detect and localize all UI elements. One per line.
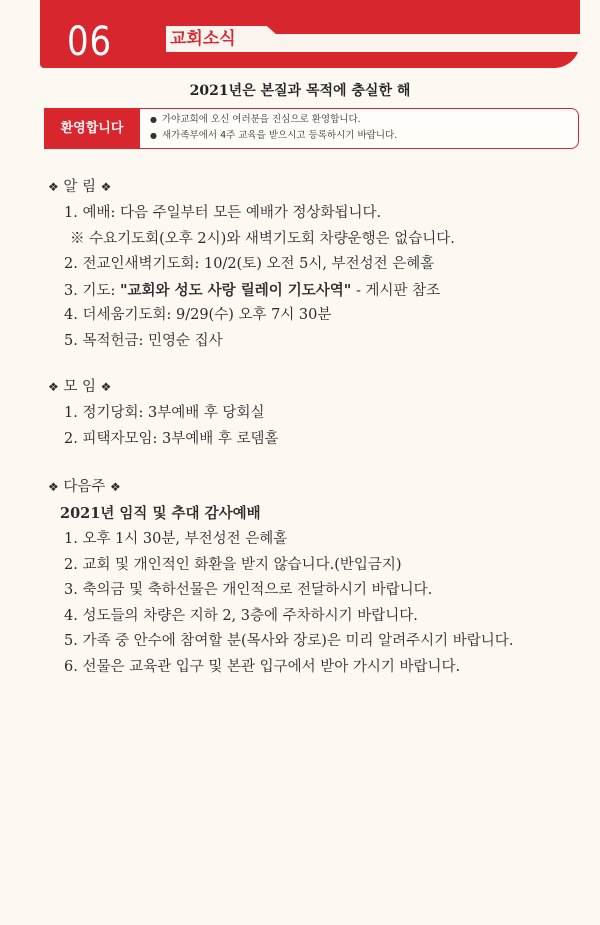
diamond-bullet-icon: ❖ xyxy=(48,380,59,394)
welcome-item: ● 가야교회에 오신 여러분을 진심으로 환영합니다. xyxy=(162,112,578,128)
next-week-item: 1. 오후 1시 30분, 부전성전 은혜홀 xyxy=(64,531,288,547)
welcome-banner xyxy=(44,108,582,149)
notices-heading xyxy=(48,174,593,201)
notice-item: 5. 목적헌금: 민영순 집사 xyxy=(64,332,223,349)
diamond-bullet-icon: ❖ xyxy=(110,480,121,494)
section-number: 06 xyxy=(67,19,112,65)
welcome-box xyxy=(140,108,579,149)
meetings-title: 모 임 xyxy=(63,379,96,395)
notice-item-prayer xyxy=(48,278,593,304)
diamond-bullet-icon: ❖ xyxy=(48,480,59,494)
notice-item: 1. 예배: 다음 주일부터 모든 예배가 정상화됩니다. xyxy=(64,205,382,221)
prayer-prefix: 3. 기도: xyxy=(64,282,120,299)
section-label: 교회소식 xyxy=(170,29,236,49)
section-tab-extension xyxy=(266,34,580,52)
next-week-item: 3. 축의금 및 축하선물은 개인적으로 전달하시기 바랍니다. xyxy=(64,582,433,598)
next-week-item: 4. 성도들의 차량은 지하 2, 3층에 주차하시기 바랍니다. xyxy=(64,607,418,624)
notices-title: 알 림 xyxy=(63,179,96,195)
next-week-subhead: 2021년 임직 및 추대 감사예배 xyxy=(60,505,261,522)
page-subtitle: 2021년은 본질과 목적에 충실한 해 xyxy=(189,83,411,99)
prayer-title: "교회와 성도 사랑 릴레이 기도사역" xyxy=(119,281,352,299)
diamond-bullet-icon: ❖ xyxy=(100,180,112,194)
next-week-item: 5. 가족 중 안수에 참여할 분(목사와 장로)은 미리 알려주시기 바랍니다. xyxy=(64,633,514,649)
next-week-title: 다음주 xyxy=(63,479,106,495)
diamond-bullet-icon: ❖ xyxy=(48,180,59,194)
welcome-list xyxy=(140,109,578,144)
diamond-bullet-icon: ❖ xyxy=(100,380,112,394)
meetings-heading xyxy=(48,374,593,401)
news-content xyxy=(48,174,593,680)
meeting-item: 1. 정기당회: 3부예배 후 당회실 xyxy=(64,405,265,421)
next-week-heading xyxy=(48,474,593,501)
meeting-item: 2. 피택자모임: 3부예배 후 로뎀홀 xyxy=(64,430,279,447)
welcome-item: ● 새가족부에서 4주 교육을 받으시고 등록하시기 바랍니다. xyxy=(162,128,578,144)
section-header xyxy=(40,0,580,68)
notice-item: 2. 전교인새벽기도회: 10/2(토) 오전 5시, 부전성전 은혜홀 xyxy=(64,256,435,272)
next-week-item: 2. 교회 및 개인적인 화환을 받지 않습니다.(반입금지) xyxy=(64,556,402,573)
prayer-suffix: - 게시판 참조 xyxy=(351,282,441,299)
welcome-label: 환영합니다 xyxy=(44,108,140,149)
notice-item: 4. 더세움기도회: 9/29(수) 오후 7시 30분 xyxy=(64,307,332,323)
next-week-item: 6. 선물은 교육관 입구 및 본관 입구에서 받아 가시기 바랍니다. xyxy=(64,658,461,675)
notice-note: ※ 수요기도회(오후 2시)와 새벽기도회 차량운행은 없습니다. xyxy=(70,230,455,247)
